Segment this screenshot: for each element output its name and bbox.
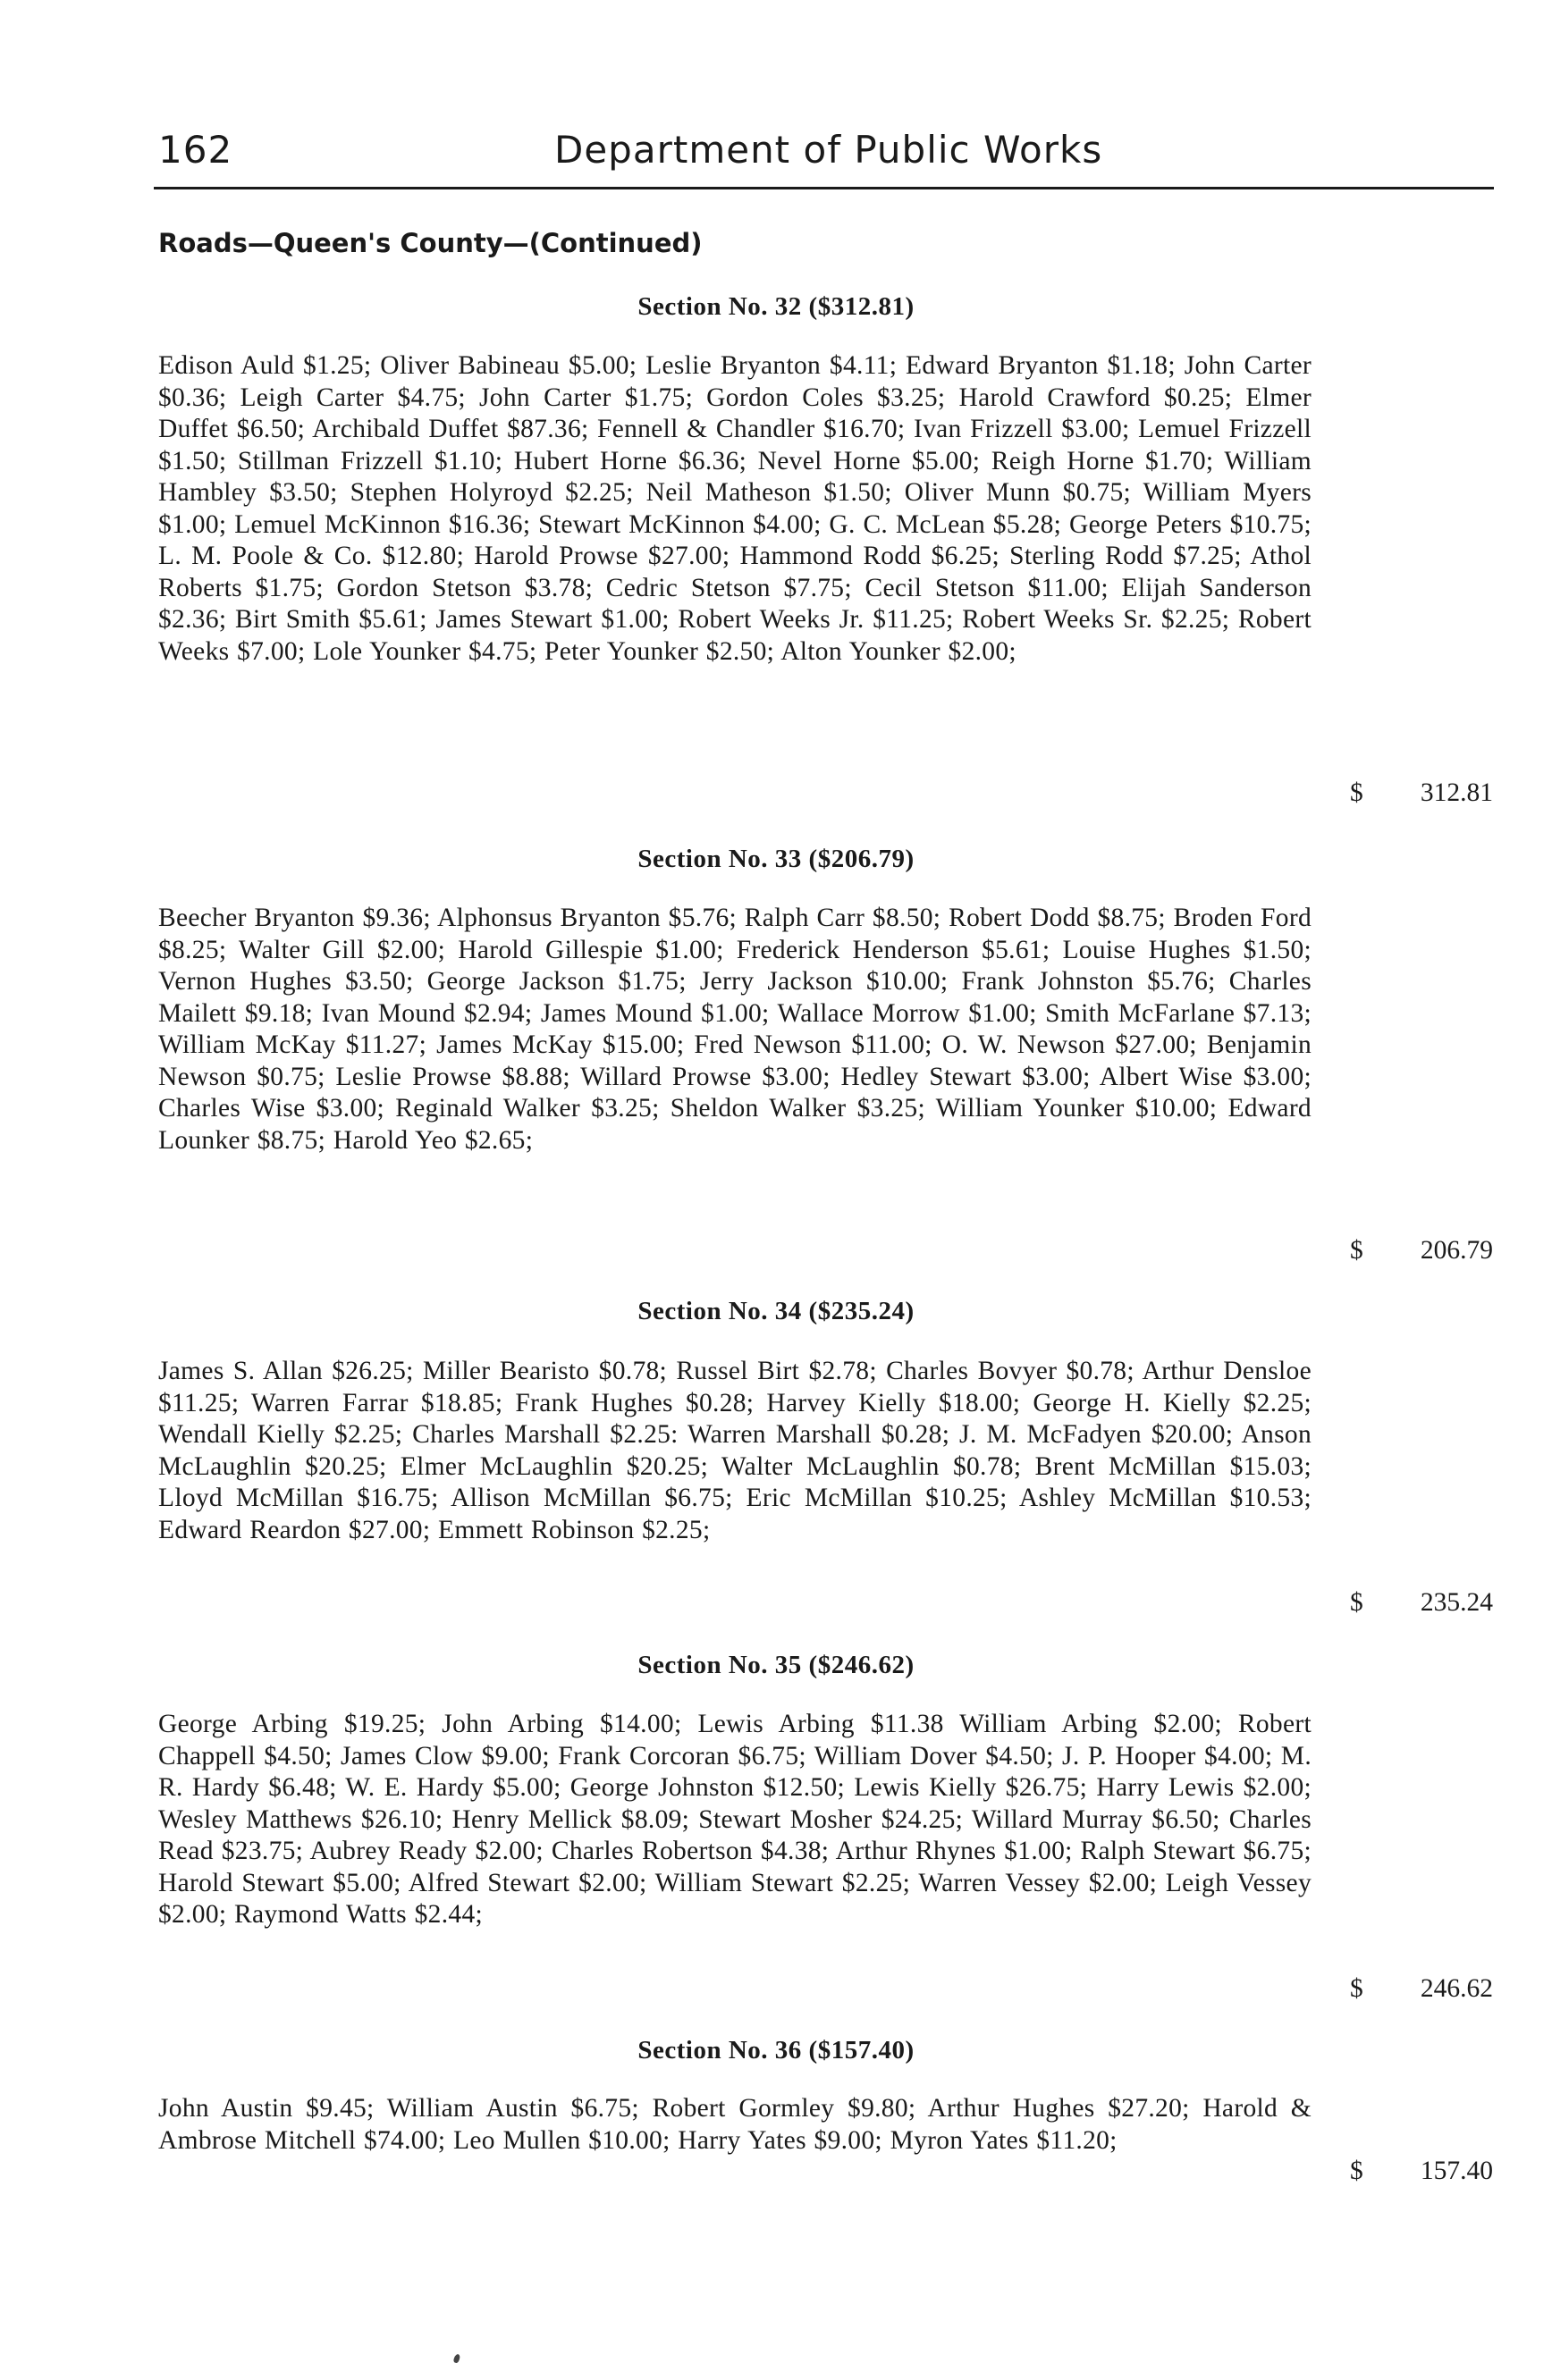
section-title: Section No. 33 ($206.79) bbox=[637, 845, 915, 873]
section-total: 312.81 bbox=[1420, 778, 1493, 807]
section-total: 235.24 bbox=[1420, 1588, 1493, 1617]
section-total-dollar-sign: $ bbox=[1350, 1974, 1363, 2003]
section-body: James S. Allan $26.25; Miller Bearisto $0.78; Russel Birt $2.78; Charles Bovyer $0.78; Arthur Densloe $11.25; Warren Farrar $18.85; Frank Hughes $0.28; Harvey Kielly $18.00; George H. Kielly $2.25; Wendall Kielly $2.25; Charles Marshall $2.25: Warren Marshall $0.28; J. M. McFadyen $20.00; Anson McLaughlin $20.25; Elmer McLaughlin $20.25; Walter McLaughlin $0.78; Brent McMillan $15.03; Lloyd McMillan $16.75; Allison McMillan $6.75; Eric McMillan $10.25; Ashley McMillan $10.53; Edward Reardon $27.00; Emmett Robinson $2.25; bbox=[158, 1357, 1312, 1544]
section-title: Section No. 32 ($312.81) bbox=[637, 292, 915, 321]
running-head: Department of Public Works bbox=[554, 128, 1103, 172]
section-total: 206.79 bbox=[1420, 1236, 1493, 1265]
page-number: 162 bbox=[158, 128, 233, 172]
section-body: George Arbing $19.25; John Arbing $14.00; Lewis Arbing $11.38 William Arbing $2.00; Robert Chappell $4.50; James Clow $9.00; Frank Corcoran $6.75; William Dover $4.50; J. P. Hooper $4.00; M. R. Hardy $6.48; W. E. Hardy $5.00; George Johnston $12.50; Lewis Kielly $26.75; Harry Lewis $2.00; Wesley Matthews $26.10; Henry Mellick $8.09; Stewart Mosher $24.25; Willard Murray $6.50; Charles Read $23.75; Aubrey Ready $2.00; Charles Robertson $4.38; Arthur Rhynes $1.00; Ralph Stewart $6.75; Harold Stewart $5.00; Alfred Stewart $2.00; William Stewart $2.25; Warren Vessey $2.00; Leigh Vessey $2.00; Raymond Watts $2.44; bbox=[158, 1710, 1312, 1929]
section-body: John Austin $9.45; William Austin $6.75; Robert Gormley $9.80; Arthur Hughes $27.20; Harold & Ambrose Mitchell $74.00; Leo Mullen $10.00; Harry Yates $9.00; Myron Yates $11.20; bbox=[158, 2094, 1312, 2155]
section-title: Section No. 34 ($235.24) bbox=[637, 1297, 915, 1325]
section-total: 157.40 bbox=[1420, 2157, 1493, 2185]
section-total-dollar-sign: $ bbox=[1350, 1588, 1363, 1617]
section-title: Section No. 36 ($157.40) bbox=[637, 2036, 915, 2065]
continued-heading: Roads—Queen's County—(Continued) bbox=[158, 228, 703, 258]
section-total-dollar-sign: $ bbox=[1350, 778, 1363, 807]
section-total-dollar-sign: $ bbox=[1350, 1236, 1363, 1265]
section-body: Beecher Bryanton $9.36; Alphonsus Bryanton $5.76; Ralph Carr $8.50; Robert Dodd $8.75; Broden Ford $8.25; Walter Gill $2.00; Harold Gillespie $1.00; Frederick Henderson $5.61; Louise Hughes $1.50; Vernon Hughes $3.50; George Jackson $1.75; Jerry Jackson $10.00; Frank Johnston $5.76; Charles Mailett $9.18; Ivan Mound $2.94; James Mound $1.00; Wallace Morrow $1.00; Smith McFarlane $7.13; William McKay $11.27; James McKay $15.00; Fred Newson $11.00; O. W. Newson $27.00; Benjamin Newson $0.75; Leslie Prowse $8.88; Willard Prowse $3.00; Hedley Stewart $3.00; Albert Wise $3.00; Charles Wise $3.00; Reginald Walker $3.25; Sheldon Walker $3.25; William Younker $10.00; Edward Lounker $8.75; Harold Yeo $2.65; bbox=[158, 904, 1312, 1155]
section-total: 246.62 bbox=[1420, 1974, 1493, 2003]
header-rule bbox=[154, 187, 1494, 189]
section-total-dollar-sign: $ bbox=[1350, 2157, 1363, 2185]
ink-mark bbox=[452, 2353, 460, 2363]
section-title: Section No. 35 ($246.62) bbox=[637, 1651, 915, 1679]
section-body: Edison Auld $1.25; Oliver Babineau $5.00; Leslie Bryanton $4.11; Edward Bryanton $1.18; John Carter $0.36; Leigh Carter $4.75; John Carter $1.75; Gordon Coles $3.25; Harold Crawford $0.25; Elmer Duffet $6.50; Archibald Duffet $87.36; Fennell & Chandler $16.70; Ivan Frizzell $3.00; Lemuel Frizzell $1.50; Stillman Frizzell $1.10; Hubert Horne $6.36; Nevel Horne $5.00; Reigh Horne $1.70; William Hambley $3.50; Stephen Holyroyd $2.25; Neil Matheson $1.50; Oliver Munn $0.75; William Myers $1.00; Lemuel McKinnon $16.36; Stewart McKinnon $4.00; G. C. McLean $5.28; George Peters $10.75; L. M. Poole & Co. $12.80; Harold Prowse $27.00; Hammond Rodd $6.25; Sterling Rodd $7.25; Athol Roberts $1.75; Gordon Stetson $3.78; Cedric Stetson $7.75; Cecil Stetson $11.00; Elijah Sanderson $2.36; Birt Smith $5.61; James Stewart $1.00; Robert Weeks Jr. $11.25; Robert Weeks Sr. $2.25; Robert Weeks $7.00; Lole Younker $4.75; Peter Younker $2.50; Alton Younker $2.00; bbox=[158, 351, 1312, 666]
